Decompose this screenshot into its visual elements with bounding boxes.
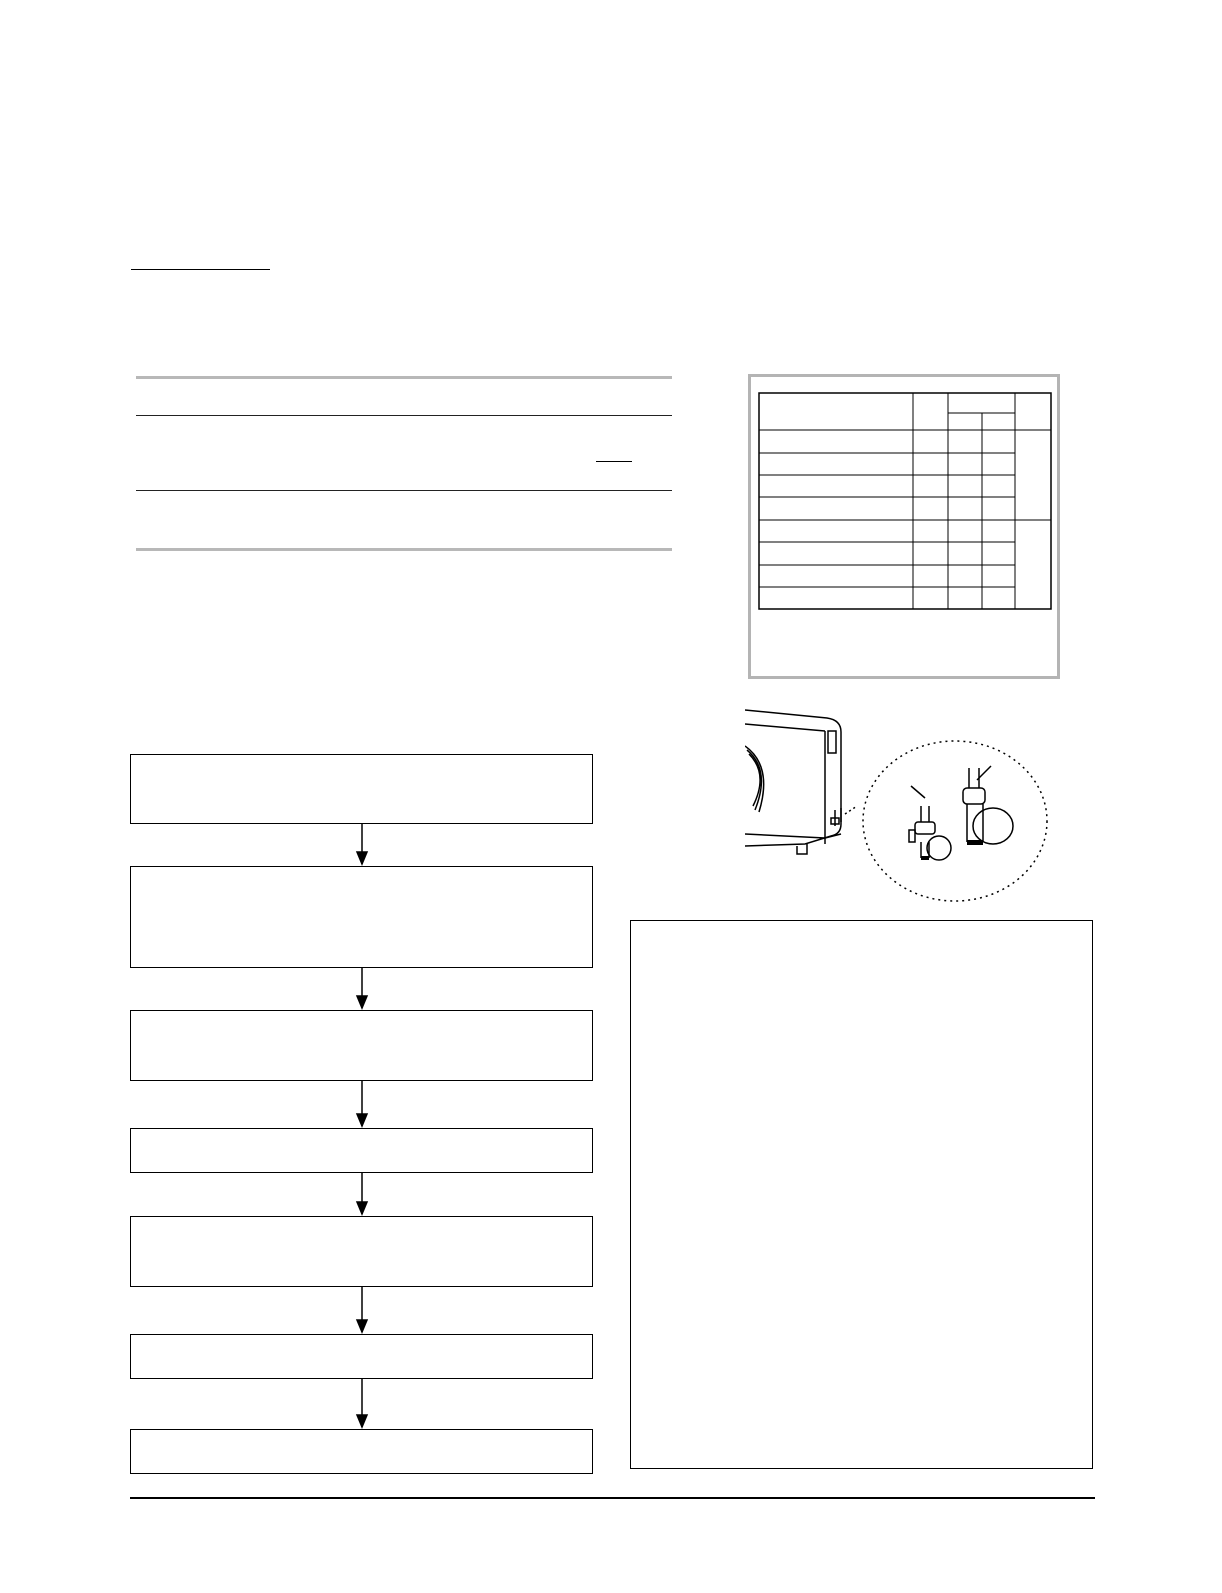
spec-table-grid <box>758 390 1054 615</box>
down-arrow-icon <box>357 996 367 1008</box>
table-top-rule <box>136 376 672 379</box>
flow-step-3 <box>130 1010 593 1081</box>
table-bottom-rule <box>136 548 672 551</box>
table-row-rule <box>136 490 672 491</box>
flow-step-7 <box>130 1429 593 1474</box>
flow-step-1 <box>130 754 593 824</box>
down-arrow-icon <box>357 1320 367 1332</box>
flow-step-5 <box>130 1216 593 1287</box>
outdoor-unit-service-valves-illustration <box>745 706 1055 906</box>
flow-step-6 <box>130 1334 593 1379</box>
down-arrow-icon <box>357 852 367 864</box>
down-arrow-icon <box>357 1114 367 1126</box>
down-arrow-icon <box>357 1202 367 1214</box>
page-footer-rule <box>130 1497 1095 1499</box>
short-underline-mark <box>596 461 632 462</box>
table-header-rule <box>136 415 672 416</box>
flow-step-4 <box>130 1128 593 1173</box>
down-arrow-icon <box>357 1415 367 1427</box>
flow-step-2 <box>130 866 593 968</box>
notes-box <box>630 920 1093 1469</box>
section-heading-underline <box>131 269 270 270</box>
